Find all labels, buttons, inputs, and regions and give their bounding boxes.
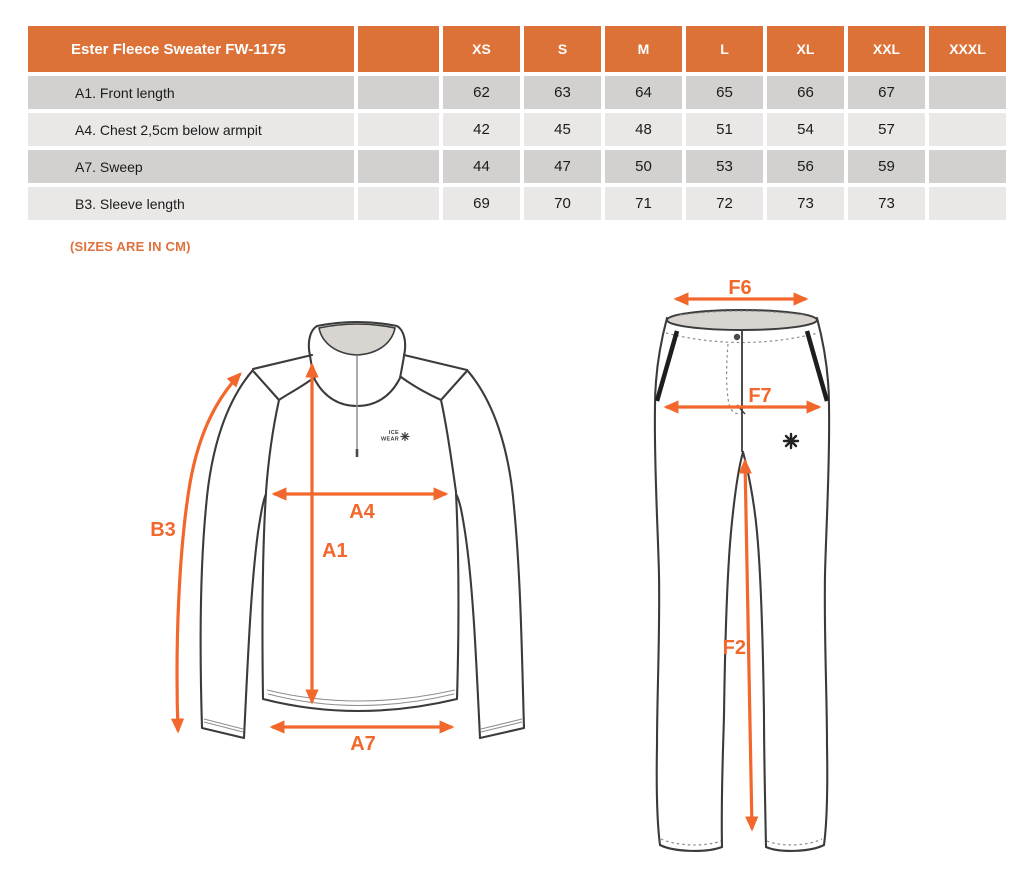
table-value-cell: 45 <box>524 113 601 146</box>
table-value-cell: 70 <box>524 187 601 220</box>
right-pocket-opening <box>807 331 827 401</box>
table-value-cell: 53 <box>686 150 763 183</box>
table-value-cell: 71 <box>605 187 682 220</box>
pants-right-hem <box>766 845 824 851</box>
table-value-cell: 48 <box>605 113 682 146</box>
table-value-cell: 62 <box>443 76 520 109</box>
table-value-cell: 64 <box>605 76 682 109</box>
table-measure-label: A4. Chest 2,5cm below armpit <box>28 113 354 146</box>
table-value-cell: 73 <box>848 187 925 220</box>
left-shoulder-seam <box>253 355 312 369</box>
label-a4: A4 <box>349 501 375 523</box>
table-value-cell: 72 <box>686 187 763 220</box>
pants-left-hem <box>660 845 722 851</box>
label-f6: F6 <box>728 277 752 299</box>
table-value-cell <box>929 150 1006 183</box>
table-measure-label: A7. Sweep <box>28 150 354 183</box>
table-size-header: XS <box>443 26 520 72</box>
table-value-cell <box>929 187 1006 220</box>
table-value-cell: 47 <box>524 150 601 183</box>
sweater-right-sleeve <box>456 370 524 738</box>
label-f7: F7 <box>748 385 772 407</box>
sweater-body <box>262 493 458 711</box>
label-f2: F2 <box>722 637 746 659</box>
table-size-header: L <box>686 26 763 72</box>
garment-diagrams <box>0 270 1034 888</box>
left-shoulder-seam <box>254 372 279 400</box>
table-value-cell: 44 <box>443 150 520 183</box>
icewear-leg-logo <box>784 434 798 448</box>
table-value-cell: 54 <box>767 113 844 146</box>
label-a1: A1 <box>322 540 348 562</box>
label-b3: B3 <box>150 519 176 541</box>
table-size-header: XXXL <box>929 26 1006 72</box>
arrow-f2-inseam <box>745 461 752 829</box>
units-note: (SIZES ARE IN CM) <box>70 239 191 254</box>
table-value-cell: 59 <box>848 150 925 183</box>
table-size-header: XL <box>767 26 844 72</box>
table-row-spacer <box>358 113 439 146</box>
label-a7: A7 <box>350 733 376 755</box>
fly-stitch <box>727 344 741 414</box>
pants-drawing <box>655 277 829 851</box>
table-row-spacer <box>358 76 439 109</box>
table-measure-label: B3. Sleeve length <box>28 187 354 220</box>
left-pocket-opening <box>657 331 677 401</box>
table-measure-label: A1. Front length <box>28 76 354 109</box>
waistband-inner-gray <box>667 310 817 330</box>
collar-inner-gray <box>319 324 395 355</box>
sweater-left-sleeve <box>201 370 266 738</box>
size-table <box>28 26 1006 220</box>
table-value-cell: 50 <box>605 150 682 183</box>
svg-text:ICE: ICE <box>388 430 399 436</box>
table-value-cell: 56 <box>767 150 844 183</box>
right-shoulder-seam <box>404 355 467 370</box>
table-size-header: S <box>524 26 601 72</box>
table-value-cell: 51 <box>686 113 763 146</box>
arrow-b3-sleeve <box>177 374 240 731</box>
table-value-cell: 73 <box>767 187 844 220</box>
table-value-cell: 66 <box>767 76 844 109</box>
table-value-cell: 65 <box>686 76 763 109</box>
table-value-cell <box>929 76 1006 109</box>
table-value-cell: 69 <box>443 187 520 220</box>
left-hem-stitch <box>661 839 721 845</box>
right-shoulder-seam <box>441 372 466 400</box>
table-size-header: M <box>605 26 682 72</box>
sweater-drawing <box>150 322 524 755</box>
table-value-cell: 67 <box>848 76 925 109</box>
svg-text:WEAR: WEAR <box>380 436 399 443</box>
icewear-chest-logo <box>381 430 409 443</box>
table-value-cell: 63 <box>524 76 601 109</box>
waist-button <box>734 334 740 340</box>
table-header-spacer <box>358 26 439 72</box>
table-value-cell <box>929 113 1006 146</box>
right-hem-stitch <box>767 839 822 845</box>
table-row-spacer <box>358 150 439 183</box>
table-value-cell: 42 <box>443 113 520 146</box>
table-title: Ester Fleece Sweater FW-1175 <box>28 26 354 72</box>
table-row-spacer <box>358 187 439 220</box>
table-size-header: XXL <box>848 26 925 72</box>
table-value-cell: 57 <box>848 113 925 146</box>
right-raglan-seam <box>401 377 456 492</box>
